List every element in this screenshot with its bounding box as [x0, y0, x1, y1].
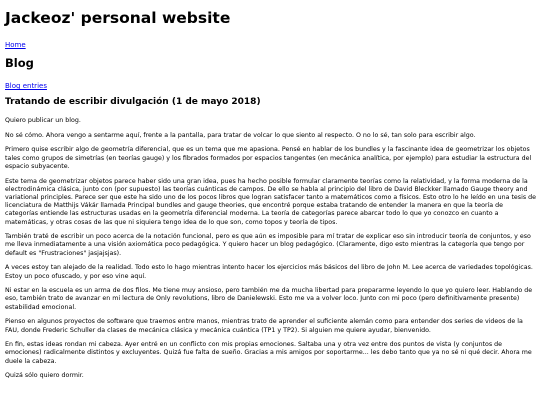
- post-title: Tratando de escribir divulgación (1 de mayo 2018): [5, 97, 261, 107]
- post-paragraph: A veces estoy tan alejado de la realidad. Todo esto lo hago mientras intento hacer los ejercicios más básicos del libro de John M. Lee acerca de variedades topológicas. Estoy un poco ofuscado, y por eso vine aquí.: [5, 264, 533, 280]
- post-paragraph: Ni estar en la escuela es un arma de dos filos. Me tiene muy ansioso, pero también me da mucha libertad para prepararme leyendo lo que yo quiero leer. Hablando de eso, también trato de avanzar en mi lectura de Only revolutions, libro de Danielewski. Esto me va a volver loco. Junto con mi poco (pero definitivamente presente) estabilidad emocional.: [5, 287, 533, 311]
- post-paragraph: También traté de escribir un poco acerca de la notación funcional, pero es que aún es imposible para mí tratar de explicar eso sin introducir teoría de conjuntos, y eso me lleva inmediatamente a una visión axiomática poco pedagógica. Y quiero hacer un blog pedagógico. (Claramente, digo esto mientras la categoría que tengo por default es "Frustraciones" jasjajsjas).: [5, 233, 531, 257]
- site-title: Jackeoz' personal website: [5, 9, 231, 27]
- post-paragraph: En fin, estas ideas rondan mi cabeza. Ayer entré en un conflicto con mis propias emociones. Saltaba una y otra vez entre dos puntos de vista (y conjuntos de emociones) radicalmente distintos y excluyentes. Quizá fue falta de sueño. Gracias a mis amigos por soportarme... les debo tanto que ya no sé ni qué decir. Ahora me duele la cabeza.: [5, 341, 532, 365]
- nav-bar: [5, 37, 536, 50]
- blog-entries-nav: [5, 78, 536, 91]
- post-paragraph: Este tema de geometrizar objetos parece haber sido una gran idea, pues ha hecho posible formular claramente teorías como la relatividad, y la forma moderna de la electrodinámica clásica, junto con (por supuesto) las teorías cuánticas de campos. De ello se habla al principio del libro de David Bleckker llamado Gauge theory and variational principles. Parece ser que este ha sido uno de los pocos libros que logran satisfacer tanto a matemáticos como a físicos. Esto otro lo he leído en una tesis de licenciatura de Matthijs Vákár llamada Principal bundles and gauge theories, que encontré porque estaba tratando de entender la manera en que la teoría de categorías entiende las estructuras usadas en la geometría diferencial moderna. La teoría de categorías parece abarcar todo lo que yo conozco en cuanto a matemáticas, y otras cosas de las que ni siquiera tengo idea de lo que son, como topos y teoría de tipos.: [5, 177, 536, 226]
- blog-entries-link[interactable]: Blog entries: [5, 82, 47, 90]
- home-link[interactable]: Home: [5, 41, 26, 49]
- post-paragraph: Pienso en algunos proyectos de software que traemos entre manos, mientras trato de aprender el suficiente alemán como para entender dos series de videos de la FAU, donde Frederic Schuller da clases de mecánica clásica y mecánica cuántica (TP1 y TP2). Si alguien me quiere ayudar, bienvenido.: [5, 318, 523, 334]
- post-paragraph: Quizá sólo quiero dormir.: [5, 372, 84, 380]
- post-paragraph: Quiero publicar un blog.: [5, 117, 81, 124]
- post-paragraph: Primero quise escribir algo de geometría diferencial, que es un tema que me apasiona. Pensé en hablar de los bundles y la fascinante idea de geometrizar los objetos tales como grupos de simetrías (en teorías gauge) y los fibrados formados por espacios tangentes (en mecánica analítica, por ejemplo) para estudiar la estructura del espacio subyacente.: [5, 146, 532, 170]
- post-paragraph: No sé cómo. Ahora vengo a sentarme aquí, frente a la pantalla, para tratar de volcar lo que siento al respecto. O no lo sé, tan solo para escribir algo.: [5, 131, 476, 139]
- blog-post: [5, 97, 536, 381]
- section-title: Blog: [5, 56, 34, 70]
